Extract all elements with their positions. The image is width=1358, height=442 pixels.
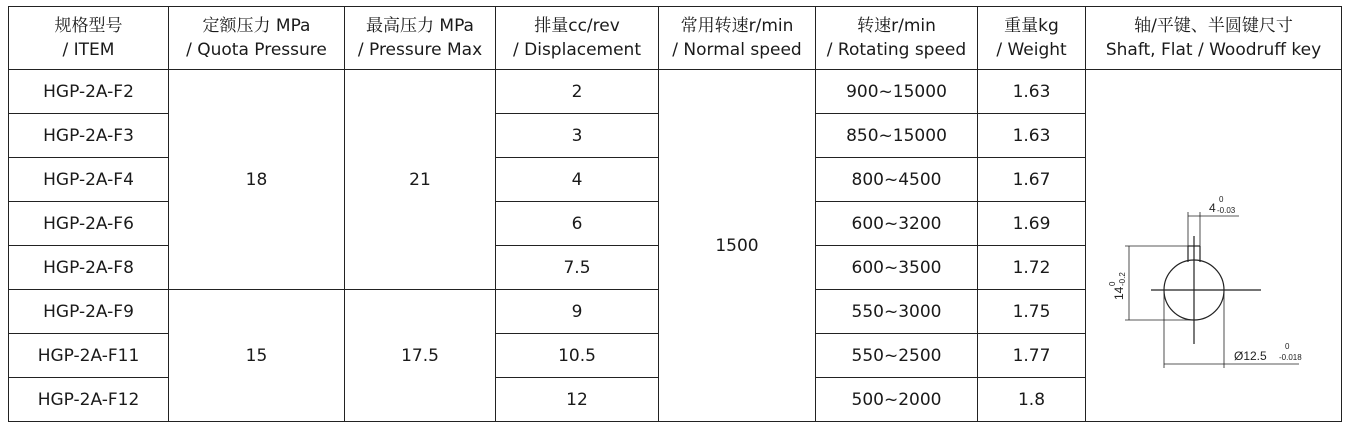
height-label: 14 (1111, 286, 1126, 300)
displacement-cell: 9 (496, 290, 659, 334)
header-item: 规格型号 / ITEM (9, 7, 169, 70)
height-tol-lower: -0.2 (1117, 271, 1127, 286)
normal-speed-cell: 1500 (659, 70, 816, 422)
quota-pressure-cell: 15 (169, 290, 345, 422)
rotating-speed-cell: 550~2500 (816, 334, 978, 378)
quota-pressure-cell: 18 (169, 70, 345, 290)
diameter-tol-lower: -0.018 (1278, 352, 1302, 362)
rotating-speed-cell: 600~3500 (816, 246, 978, 290)
rotating-speed-cell: 550~3000 (816, 290, 978, 334)
header-normal-speed: 常用转速r/min / Normal speed (659, 7, 816, 70)
key-width-label: 4 (1208, 200, 1216, 215)
max-pressure-cell: 21 (345, 70, 496, 290)
diameter-label: Ø12.5 (1233, 348, 1267, 363)
item-cell: HGP-2A-F11 (9, 334, 169, 378)
header-rotating-speed: 转速r/min / Rotating speed (816, 7, 978, 70)
weight-cell: 1.67 (978, 158, 1086, 202)
item-cell: HGP-2A-F9 (9, 290, 169, 334)
header-quota-pressure: 定额压力 MPa / Quota Pressure (169, 7, 345, 70)
header-weight: 重量kg / Weight (978, 7, 1086, 70)
item-cell: HGP-2A-F8 (9, 246, 169, 290)
weight-cell: 1.63 (978, 114, 1086, 158)
height-tol-upper: 0 (1107, 281, 1117, 286)
displacement-cell: 7.5 (496, 246, 659, 290)
displacement-cell: 2 (496, 70, 659, 114)
spec-table (8, 6, 1342, 422)
displacement-cell: 6 (496, 202, 659, 246)
displacement-cell: 12 (496, 378, 659, 422)
rotating-speed-cell: 800~4500 (816, 158, 978, 202)
rotating-speed-cell: 600~3200 (816, 202, 978, 246)
diameter-tol-upper: 0 (1284, 341, 1289, 351)
displacement-cell: 10.5 (496, 334, 659, 378)
table-row (9, 70, 1342, 114)
header-max-pressure: 最高压力 MPa / Pressure Max (345, 7, 496, 70)
weight-cell: 1.63 (978, 70, 1086, 114)
shaft-drawing-cell (1086, 70, 1342, 422)
weight-cell: 1.69 (978, 202, 1086, 246)
key-width-tol-lower: -0.03 (1216, 205, 1235, 215)
key-width-tol-upper: 0 (1218, 194, 1223, 204)
displacement-cell: 3 (496, 114, 659, 158)
rotating-speed-cell: 500~2000 (816, 378, 978, 422)
item-cell: HGP-2A-F4 (9, 158, 169, 202)
max-pressure-cell: 17.5 (345, 290, 496, 422)
weight-cell: 1.75 (978, 290, 1086, 334)
item-cell: HGP-2A-F3 (9, 114, 169, 158)
shaft-key-drawing (1089, 86, 1339, 406)
weight-cell: 1.8 (978, 378, 1086, 422)
header-displacement: 排量cc/rev / Displacement (496, 7, 659, 70)
header-shaft-key: 轴/平键、半圆键尺寸 Shaft, Flat / Woodruff key (1086, 7, 1342, 70)
weight-cell: 1.77 (978, 334, 1086, 378)
item-cell: HGP-2A-F2 (9, 70, 169, 114)
displacement-cell: 4 (496, 158, 659, 202)
header-row (9, 7, 1342, 70)
rotating-speed-cell: 900~15000 (816, 70, 978, 114)
item-cell: HGP-2A-F6 (9, 202, 169, 246)
item-cell: HGP-2A-F12 (9, 378, 169, 422)
weight-cell: 1.72 (978, 246, 1086, 290)
rotating-speed-cell: 850~15000 (816, 114, 978, 158)
